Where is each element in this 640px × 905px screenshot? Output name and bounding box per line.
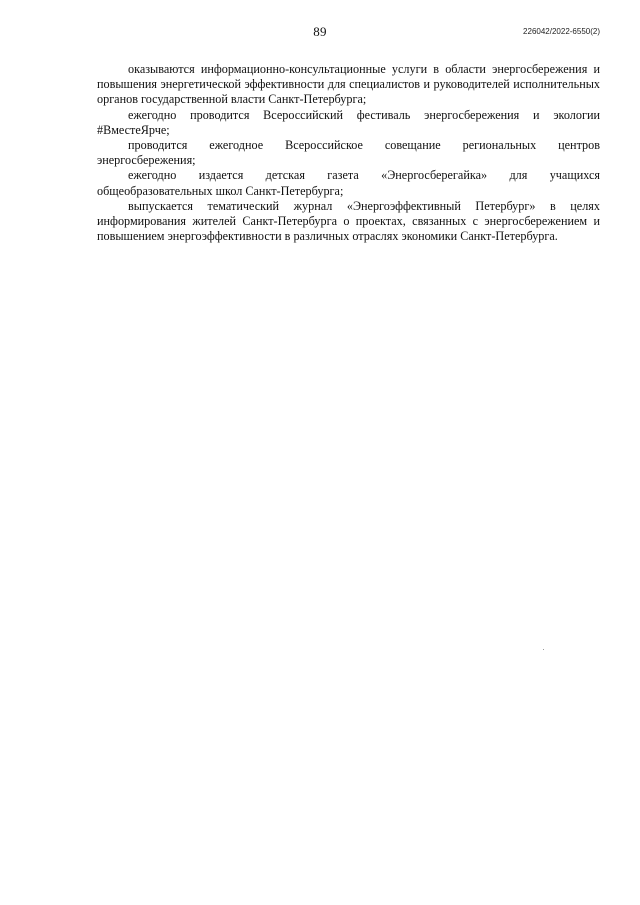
paragraph-newspaper: ежегодно издается детская газета «Энергосберегайка» для учащихся общеобразовательных школ Санкт-Петербурга; — [97, 168, 600, 198]
scan-speck — [543, 649, 544, 650]
paragraph-festival: ежегодно проводится Всероссийский фестиваль энергосбережения и экологии #ВместеЯрче; — [97, 107, 600, 137]
paragraph-consulting-services: оказываются информационно-консультационные услуги в области энергосбережения и повышения энергетической эффективности для специалистов и руководителей исполнительных органов государственной власти Санкт-Петербурга; — [97, 62, 600, 107]
paragraph-journal: выпускается тематический журнал «Энергоэффективный Петербург» в целях информирования жителей Санкт-Петербурга о проектах, связанных с энергосбережением и повышением энергоэффективности в различных отраслях экономики Санкт-Петербурга. — [97, 198, 600, 244]
document-body — [97, 62, 600, 244]
document-reference-number: 226042/2022-6550(2) — [523, 27, 600, 36]
paragraph-meeting: проводится ежегодное Всероссийское совещание региональных центров энергосбережения; — [97, 138, 600, 168]
page-number: 89 — [313, 24, 327, 39]
